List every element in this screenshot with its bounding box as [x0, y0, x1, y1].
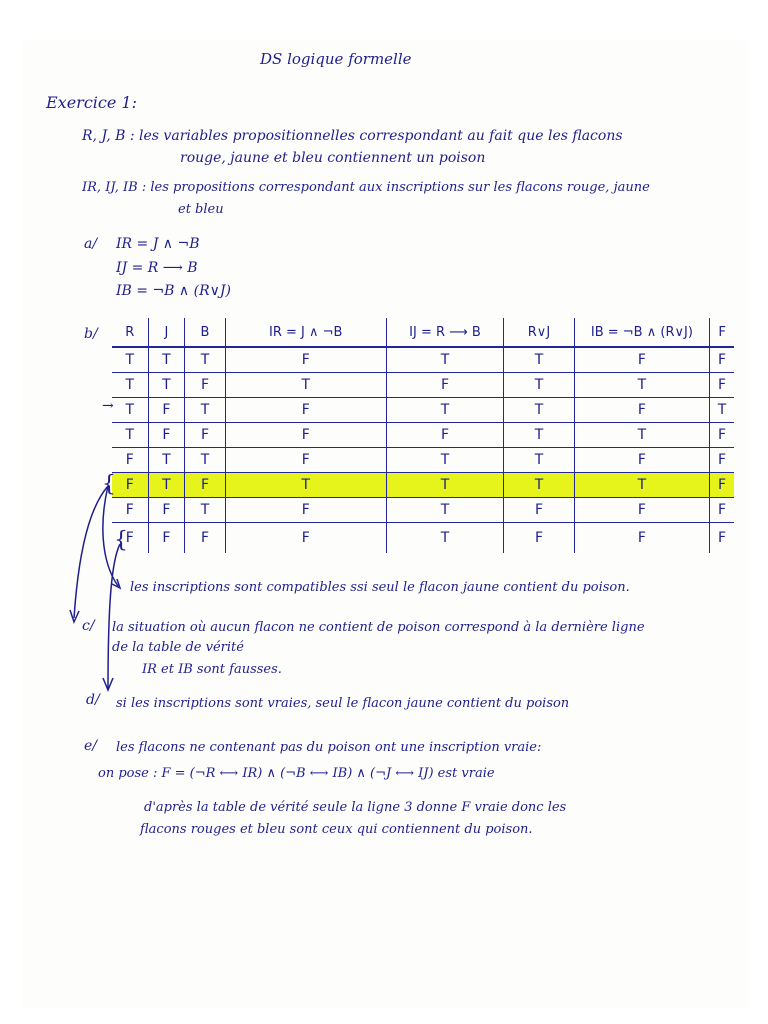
part-e-line-2: on pose : F = (¬R ⟷ IR) ∧ (¬B ⟷ IB) ∧ (¬J ⟷ IJ) est vraie: [98, 766, 495, 781]
cell-ij: T: [386, 473, 504, 498]
truth-table-header: [112, 318, 734, 347]
cell-ir: T: [225, 473, 386, 498]
cell-ir: F: [225, 523, 386, 554]
col-header-ij: IJ = R ⟶ B: [386, 318, 504, 347]
cell-ib: T: [574, 473, 710, 498]
part-e-label: e/: [84, 738, 98, 754]
cell-f: F: [710, 347, 734, 373]
cell-ir: F: [225, 347, 386, 373]
col-header-b: B: [185, 318, 226, 347]
cell-ij: T: [386, 523, 504, 554]
cell-ij: T: [386, 498, 504, 523]
cell-r: F: [112, 448, 148, 473]
exercise-heading: Exercice 1:: [46, 93, 137, 112]
cell-ij: T: [386, 448, 504, 473]
part-c-line-3: IR et IB sont fausses.: [142, 662, 282, 677]
cell-j: F: [148, 498, 185, 523]
col-header-f: F: [710, 318, 734, 347]
table-row: [112, 448, 734, 473]
cell-b: F: [185, 523, 226, 554]
cell-r: T: [112, 423, 148, 448]
cell-r: F: [112, 498, 148, 523]
cell-b: F: [185, 423, 226, 448]
cell-r-or-j: T: [504, 473, 574, 498]
part-e-line-3: d'après la table de vérité seule la ligne 3 donne F vraie donc les: [144, 800, 567, 815]
cell-ij: F: [386, 373, 504, 398]
cell-f: F: [710, 423, 734, 448]
cell-b: T: [185, 398, 226, 423]
page-title: DS logique formelle: [260, 50, 412, 68]
part-d-line-1: si les inscriptions sont vraies, seul le flacon jaune contient du poison: [116, 696, 570, 711]
cell-r-or-j: T: [504, 423, 574, 448]
cell-j: F: [148, 398, 185, 423]
cell-f: F: [710, 373, 734, 398]
cell-j: T: [148, 473, 185, 498]
part-c-label: c/: [82, 618, 95, 634]
cell-r: F: [112, 523, 148, 554]
cell-ir: F: [225, 498, 386, 523]
cell-r: T: [112, 347, 148, 373]
table-row: [112, 523, 734, 554]
part-c-line-1: la situation où aucun flacon ne contient de poison correspond à la dernière ligne: [112, 620, 645, 635]
cell-r-or-j: T: [504, 373, 574, 398]
cell-ir: T: [225, 373, 386, 398]
cell-r: T: [112, 398, 148, 423]
part-c-line-2: de la table de vérité: [112, 640, 244, 655]
col-header-j: J: [148, 318, 185, 347]
cell-b: T: [185, 498, 226, 523]
part-b-conclusion: les inscriptions sont compatibles ssi seul le flacon jaune contient du poison.: [130, 580, 630, 595]
cell-ir: F: [225, 448, 386, 473]
table-row: [112, 347, 734, 373]
row-3-arrow-marker: →: [102, 398, 114, 414]
cell-ij: F: [386, 423, 504, 448]
cell-ib: T: [574, 373, 710, 398]
cell-r-or-j: T: [504, 347, 574, 373]
cell-b: F: [185, 473, 226, 498]
cell-ib: F: [574, 398, 710, 423]
cell-b: T: [185, 448, 226, 473]
row-8-bracket: {: [114, 528, 128, 553]
cell-b: T: [185, 347, 226, 373]
part-b-label: b/: [84, 326, 98, 342]
definition-2-line-1: IR, IJ, IB : les propositions correspondant aux inscriptions sur les flacons rouge, jaune: [82, 180, 650, 195]
cell-r: T: [112, 373, 148, 398]
cell-r-or-j: T: [504, 448, 574, 473]
definition-1-line-2: rouge, jaune et bleu contiennent un poison: [180, 150, 486, 166]
cell-ij: T: [386, 398, 504, 423]
col-header-r-or-j: R∨J: [504, 318, 574, 347]
cell-j: T: [148, 448, 185, 473]
part-a-formula-ib: IB = ¬B ∧ (R∨J): [116, 283, 231, 299]
cell-f: F: [718, 530, 727, 546]
table-row: [112, 498, 734, 523]
cell-ib: T: [574, 423, 710, 448]
table-row: [112, 423, 734, 448]
cell-r-or-j: T: [504, 398, 574, 423]
col-header-ir: IR = J ∧ ¬B: [225, 318, 386, 347]
definition-1-line-1: R, J, B : les variables propositionnelles correspondant au fait que les flacons: [82, 128, 623, 144]
part-a-formula-ij: IJ = R ⟶ B: [116, 260, 198, 276]
part-e-line-4: flacons rouges et bleu sont ceux qui contiennent du poison.: [140, 822, 533, 837]
part-a-formula-ir: IR = J ∧ ¬B: [116, 236, 200, 252]
table-row: [112, 398, 734, 423]
col-header-ib: IB = ¬B ∧ (R∨J): [574, 318, 710, 347]
cell-f: T: [710, 398, 734, 423]
cell-ir: F: [225, 398, 386, 423]
cell-f: F: [710, 473, 734, 498]
cell-j: F: [148, 423, 185, 448]
cell-b: F: [185, 373, 226, 398]
cell-r-or-j: F: [504, 498, 574, 523]
cell-f: F: [710, 448, 734, 473]
definition-2-line-2: et bleu: [178, 202, 224, 217]
cell-j: T: [148, 347, 185, 373]
col-header-r: R: [112, 318, 148, 347]
cell-r-or-j: F: [504, 523, 574, 554]
cell-j: F: [148, 523, 185, 554]
table-row: [112, 473, 734, 498]
part-e-line-1: les flacons ne contenant pas du poison ont une inscription vraie:: [116, 740, 542, 755]
cell-ib: F: [574, 498, 710, 523]
cell-r: F: [112, 473, 148, 498]
cell-ib: F: [574, 523, 710, 554]
cell-ij: T: [386, 347, 504, 373]
row-6-bracket: {: [102, 472, 116, 497]
truth-table: [112, 318, 734, 553]
table-row: [112, 373, 734, 398]
cell-f: F: [710, 498, 734, 523]
part-d-label: d/: [86, 692, 100, 708]
cell-ib: F: [574, 448, 710, 473]
cell-ir: F: [225, 423, 386, 448]
cell-j: T: [148, 373, 185, 398]
part-a-label: a/: [84, 236, 98, 252]
cell-ib: F: [574, 347, 710, 373]
